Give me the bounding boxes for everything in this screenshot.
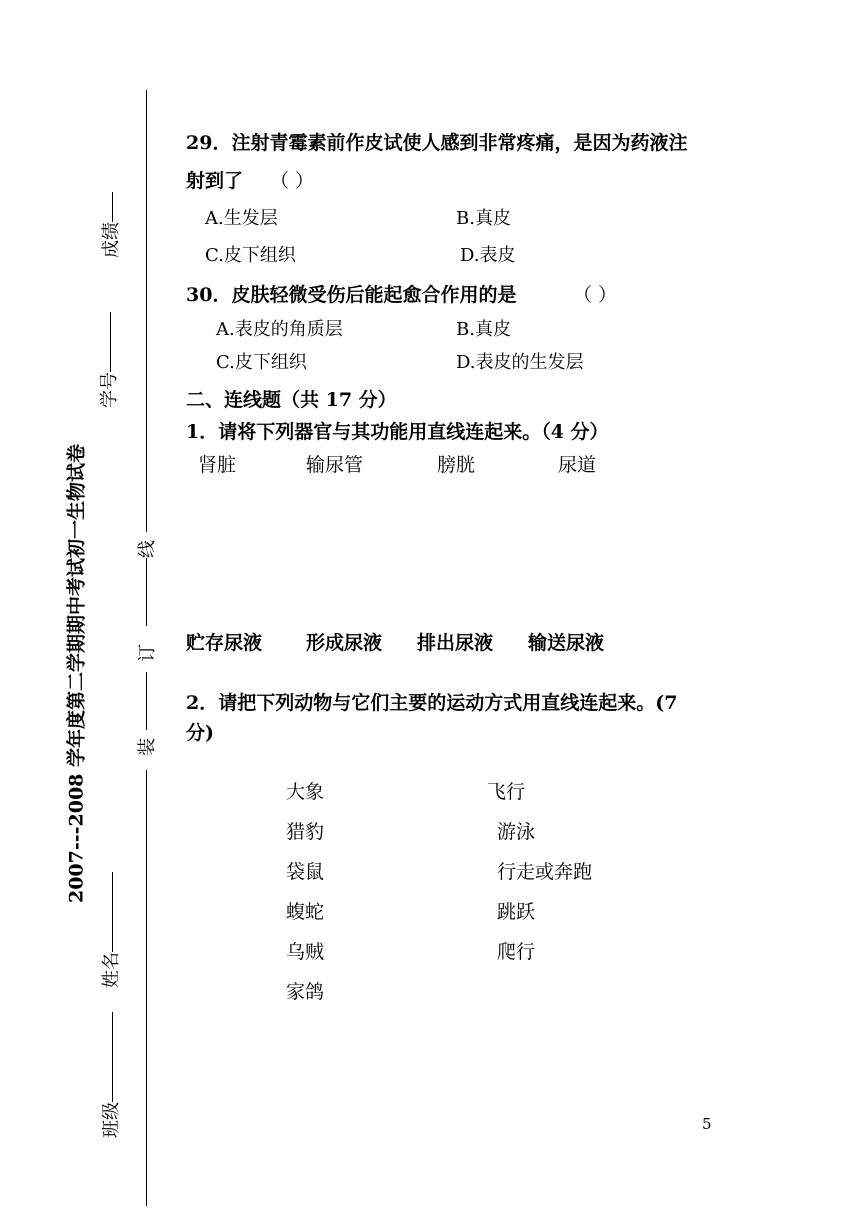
q30-stem: 30．皮肤轻微受伤后能起愈合作用的是 xyxy=(186,284,517,306)
organ-item: 膀胱 xyxy=(437,454,476,476)
score-label: 成绩 xyxy=(101,222,122,258)
movement-item: 爬行 xyxy=(497,941,536,963)
q30-option-b: B.真皮 xyxy=(456,319,511,340)
student-id-label: 学号 xyxy=(99,372,120,408)
q30-answer-paren: （ ） xyxy=(573,284,618,306)
section2-heading: 二、连线题（共 17 分） xyxy=(186,389,397,411)
class-label: 班级 xyxy=(101,1102,122,1138)
movement-item: 行走或奔跑 xyxy=(497,861,593,883)
matching-q2-stem-line2: 分) xyxy=(186,722,214,744)
binding-line-top xyxy=(146,90,147,532)
organ-item: 尿道 xyxy=(558,454,597,476)
movement-item: 跳跃 xyxy=(497,901,536,923)
q29-answer-paren: （ ） xyxy=(270,170,315,192)
animal-item: 蝮蛇 xyxy=(286,901,325,923)
q30-option-a: A.表皮的角质层 xyxy=(216,319,343,340)
q30-option-d: D.表皮的生发层 xyxy=(456,352,584,373)
function-item: 输送尿液 xyxy=(528,632,605,654)
matching-q2-stem-line1: 2．请把下列动物与它们主要的运动方式用直线连起来。(7 xyxy=(186,692,678,714)
movement-item: 飞行 xyxy=(487,781,526,803)
function-item: 贮存尿液 xyxy=(186,632,263,654)
binding-char-ding: 订 xyxy=(137,644,158,662)
q29-option-c: C.皮下组织 xyxy=(205,245,296,266)
binding-char-zhuang: 装 xyxy=(137,738,158,756)
q29-stem-line1: 29．注射青霉素前作皮试使人感到非常疼痛，是因为药液注 xyxy=(186,132,688,154)
page-number: 5 xyxy=(702,1115,712,1133)
q30-option-c: C.皮下组织 xyxy=(216,352,307,373)
name-label: 姓名 xyxy=(101,952,122,988)
animal-item: 乌贼 xyxy=(286,941,325,963)
binding-line-mid2 xyxy=(146,672,147,730)
binding-line-mid xyxy=(146,558,147,626)
animal-item: 猎豹 xyxy=(286,821,325,843)
q29-option-b: B.真皮 xyxy=(456,208,511,229)
class-field xyxy=(97,1008,123,1138)
organ-item: 肾脏 xyxy=(198,454,237,476)
animal-item: 大象 xyxy=(286,781,325,803)
q29-option-a: A.生发层 xyxy=(205,208,278,229)
function-item: 排出尿液 xyxy=(417,632,494,654)
organ-item: 输尿管 xyxy=(306,454,364,476)
q29-stem-line2: 射到了 xyxy=(186,170,244,192)
animal-item: 袋鼠 xyxy=(286,861,325,883)
name-field xyxy=(97,868,123,988)
binding-line-bottom xyxy=(146,770,147,1206)
score-field xyxy=(97,178,123,258)
q29-option-d: D.表皮 xyxy=(460,245,516,266)
student-id-field xyxy=(95,308,121,408)
movement-item: 游泳 xyxy=(497,821,536,843)
animal-item: 家鸽 xyxy=(286,981,325,1003)
binding-char-xian: 线 xyxy=(137,540,158,558)
function-item: 形成尿液 xyxy=(306,632,383,654)
matching-q1-stem: 1．请将下列器官与其功能用直线连起来。（4 分） xyxy=(186,421,609,443)
exam-title-vertical: 2007---2008 学年度第二学期期中考试初一生物试卷 xyxy=(65,443,88,904)
